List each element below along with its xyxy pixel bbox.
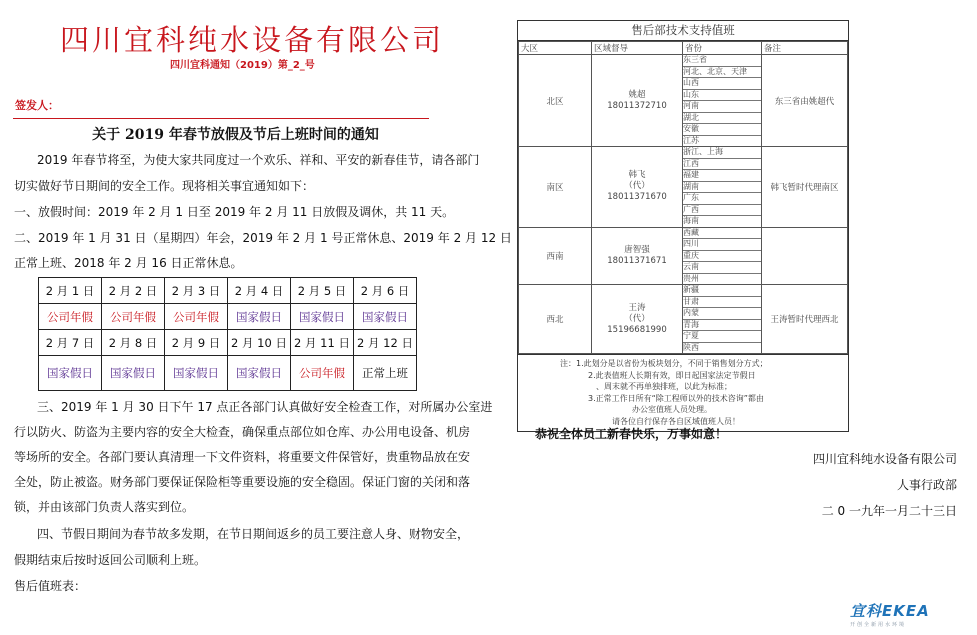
province-cell: [683, 147, 762, 228]
date-cell: 2 月 11 日: [291, 330, 354, 356]
supervisor-sub: （代）: [624, 313, 650, 324]
province: 河北、北京、天津: [683, 67, 761, 79]
red-divider: [13, 118, 429, 119]
document-number: 四川宜科通知（2019）第_2_号: [170, 60, 315, 71]
province: 江西: [683, 159, 761, 171]
status-cell: 国家假日: [228, 356, 291, 391]
header-cell: 区域督导: [592, 42, 683, 55]
holiday-table: [38, 277, 417, 391]
province-cell: [683, 227, 762, 285]
province: 浙江、上海: [683, 147, 761, 159]
note-line: 、周末就不再单独排班，以此为标准；: [596, 382, 732, 391]
date-cell: 2 月 9 日: [165, 330, 228, 356]
paragraph-safety-4: 全处，防止被盗。财务部门要保证保险柜等重要设施的安全稳固。保证门窗的关闭和落: [14, 475, 471, 489]
header-cell: 备注: [762, 42, 848, 55]
province: 重庆: [683, 251, 761, 263]
paragraph-safety-2: 行以防火、防盗为主要内容的安全大检查，确保重点部位如仓库、办公用电设备、机房: [14, 425, 471, 439]
greeting: 恭祝全体员工新春快乐，万事如意！: [535, 427, 728, 441]
region-cell: 西北: [519, 285, 592, 354]
paragraph-safety-1: 三、2019 年 1 月 30 日下午 17 点正各部门认真做好安全检查工作，对所属办公室进: [37, 400, 493, 414]
province: 广西: [683, 205, 761, 217]
duty-region-row: [519, 285, 848, 354]
signer-label: 签发人：: [15, 99, 59, 112]
date-cell: 2 月 7 日: [39, 330, 102, 356]
region-cell: 南区: [519, 147, 592, 228]
province: 东三省: [683, 55, 761, 67]
duty-region-row: [519, 227, 848, 285]
date-cell: 2 月 1 日: [39, 278, 102, 304]
status-cell: 公司年假: [39, 304, 102, 330]
status-cell: 公司年假: [165, 304, 228, 330]
province-cell: [683, 285, 762, 354]
province: 贵州: [683, 273, 699, 283]
province: 云南: [683, 262, 761, 274]
date-cell: 2 月 8 日: [102, 330, 165, 356]
duty-region-row: [519, 55, 848, 147]
date-cell: 2 月 4 日: [228, 278, 291, 304]
closing-date: 二 0 一九年一月二十三日: [821, 504, 957, 518]
note-cell: 韩飞暂时代理南区: [762, 147, 848, 228]
supervisor-cell: [592, 227, 683, 285]
province: 广东: [683, 193, 761, 205]
date-cell: 2 月 6 日: [354, 278, 417, 304]
date-cell: 2 月 10 日: [228, 330, 291, 356]
status-cell: 公司年假: [291, 356, 354, 391]
status-cell: 国家假日: [228, 304, 291, 330]
closing-department: 人事行政部: [896, 478, 957, 492]
status-cell: 正常上班: [354, 356, 417, 391]
province: 新疆: [683, 285, 761, 297]
note-line: 请各位自行保存各自区域值班人员！: [612, 416, 740, 426]
duty-notes: [518, 354, 848, 431]
closing-company: 四川宜科纯水设备有限公司: [812, 452, 957, 466]
status-cell: 国家假日: [291, 304, 354, 330]
supervisor-name: 韩飞: [628, 170, 646, 181]
supervisor-phone: 18011371670: [607, 192, 667, 203]
supervisor-name: 王涛: [628, 302, 646, 313]
logo-slogan: 开创全新用水环境: [850, 622, 907, 628]
supervisor-cell: [592, 55, 683, 147]
header-cell: 省份: [683, 42, 762, 55]
supervisor-sub: （代）: [624, 181, 650, 192]
province: 宁夏: [683, 331, 761, 343]
region-cell: 北区: [519, 55, 592, 147]
supervisor-name: 姚超: [628, 89, 646, 100]
notice-title: 关于 2019 年春节放假及节后上班时间的通知: [92, 127, 379, 143]
holiday-status-row-2: [39, 356, 417, 391]
logo-text: 宜科EKEA: [850, 602, 930, 620]
province: 安徽: [683, 124, 761, 136]
supervisor-phone: 15196681990: [607, 324, 667, 335]
date-cell: 2 月 3 日: [165, 278, 228, 304]
province: 甘肃: [683, 297, 761, 309]
duty-region-row: [519, 147, 848, 228]
supervisor-phone: 18011371671: [607, 255, 667, 266]
province: 海南: [683, 216, 699, 225]
province: 山西: [683, 78, 761, 90]
paragraph-annual-meeting-1: 二、2019 年 1 月 31 日（星期四）年会，2019 年 2 月 1 号正常休息、2019 年 2 月 12 日: [14, 231, 512, 245]
note-line: 注：1.此划分是以省份为板块划分，不同于销售划分方式；: [560, 359, 768, 368]
note-cell: [762, 227, 848, 285]
status-cell: 国家假日: [165, 356, 228, 391]
paragraph-travel-2: 假期结束后按时返回公司顺利上班。: [14, 553, 207, 567]
province: 湖南: [683, 182, 761, 194]
province: 江苏: [683, 135, 699, 145]
holiday-status-row-1: [39, 304, 417, 330]
duty-table: [517, 20, 849, 432]
header-cell: 大区: [519, 42, 592, 55]
date-cell: 2 月 12 日: [354, 330, 417, 356]
province: 内蒙: [683, 308, 761, 320]
supervisor-cell: [592, 285, 683, 354]
province: 山东: [683, 90, 761, 102]
note-line: 2.此表值班人长期有效，即日起国家法定节假日: [588, 370, 756, 380]
region-cell: 西南: [519, 227, 592, 285]
province: 青海: [683, 320, 761, 332]
date-cell: 2 月 5 日: [291, 278, 354, 304]
province: 河南: [683, 101, 761, 113]
note-line: 办公室值班人员处理。: [632, 405, 712, 414]
note-line: 3.正常工作日所有“除工程师以外的技术咨询”都由: [588, 393, 764, 403]
duty-table-grid: [518, 41, 848, 354]
paragraph-holiday-period: 一、放假时间：2019 年 2 月 1 日至 2019 年 2 月 11 日放假及调休，共 11 天。: [14, 205, 455, 219]
after-sales-label: 售后值班表：: [14, 579, 87, 593]
duty-header-row: [519, 42, 848, 55]
province: 陕西: [683, 342, 699, 352]
province-cell: [683, 55, 762, 147]
supervisor-phone: 18011372710: [607, 100, 667, 111]
paragraph-intro-1: 2019 年春节将至，为使大家共同度过一个欢乐、祥和、平安的新春佳节，请各部门: [37, 153, 480, 167]
province: 四川: [683, 239, 761, 251]
paragraph-travel-1: 四、节假日期间为春节故多发期，在节日期间返乡的员工要注意人身、财物安全，: [37, 527, 470, 541]
holiday-date-row-1: [39, 278, 417, 304]
paragraph-safety-3: 等场所的安全。各部门要认真清理一下文件资料，将重要文件保管好，贵重物品放在安: [14, 450, 471, 464]
status-cell: 国家假日: [354, 304, 417, 330]
paragraph-safety-5: 锁，并由该部门负责人落实到位。: [14, 500, 195, 514]
duty-table-title: 售后部技术支持值班: [518, 21, 848, 41]
status-cell: 国家假日: [39, 356, 102, 391]
status-cell: 公司年假: [102, 304, 165, 330]
supervisor-cell: [592, 147, 683, 228]
paragraph-intro-2: 切实做好节日期间的安全工作。现将相关事宜通知如下：: [14, 179, 315, 193]
status-cell: 国家假日: [102, 356, 165, 391]
ekea-logo: [850, 600, 930, 628]
date-cell: 2 月 2 日: [102, 278, 165, 304]
note-cell: 王涛暂时代理西北: [762, 285, 848, 354]
note-cell: 东三省由姚超代: [762, 55, 848, 147]
company-title: 四川宜科纯水设备有限公司: [60, 23, 445, 57]
paragraph-annual-meeting-2: 正常上班、2018 年 2 月 16 日正常休息。: [14, 256, 243, 270]
holiday-date-row-2: [39, 330, 417, 356]
supervisor-name: 唐智强: [624, 244, 650, 255]
province: 福建: [683, 170, 761, 182]
province: 湖北: [683, 113, 761, 125]
province: 西藏: [683, 228, 761, 240]
